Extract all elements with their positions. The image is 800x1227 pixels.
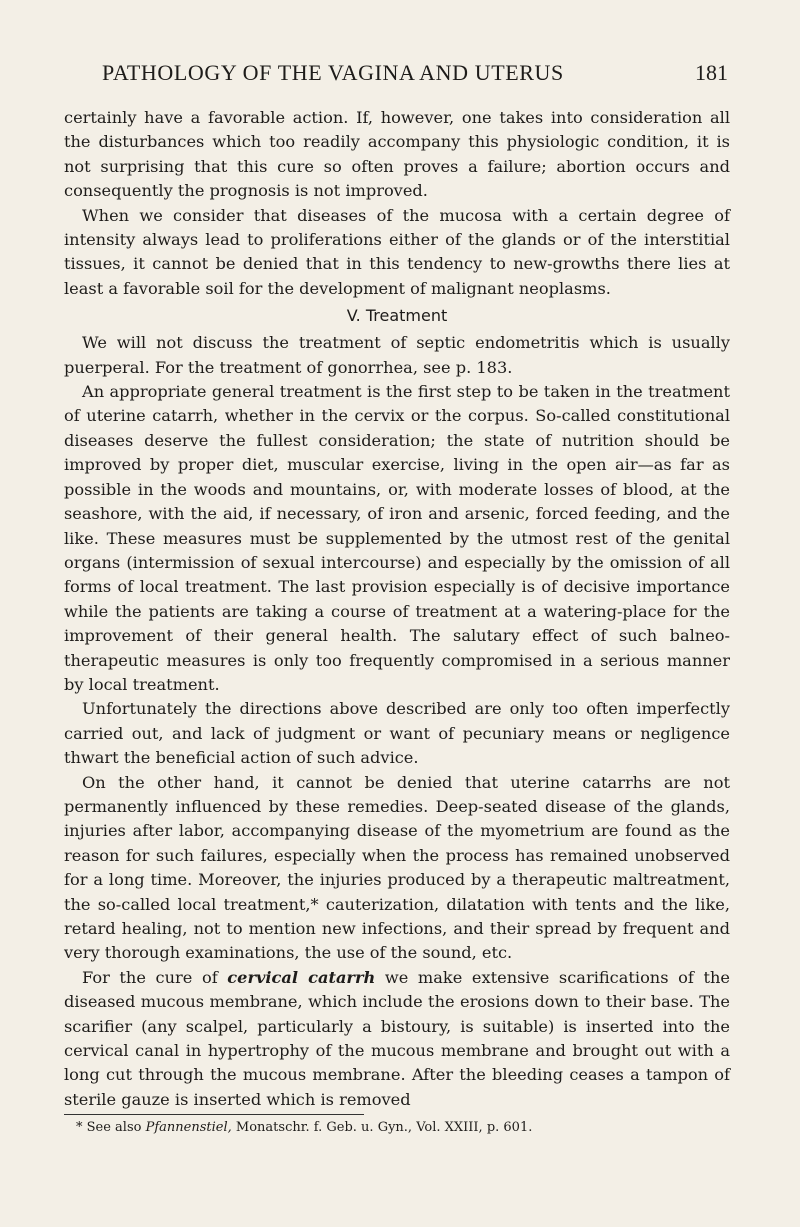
footnote-rule xyxy=(64,1114,364,1115)
paragraph-2: When we consider that diseases of the mucosa with a certain degree of intensity always lead to proliferations either of the glands or of the interstitial tissues, it cannot be denied that in this tendency to new-growths there lies at least a favorable soil for the development of malignant neoplasms. xyxy=(64,205,730,298)
footnote-marker: * See also xyxy=(76,1120,142,1136)
term-cervical-catarrh: cervical catarrh xyxy=(227,967,376,987)
page-number: 181 xyxy=(695,60,728,85)
body-text xyxy=(64,106,730,1112)
running-head xyxy=(64,48,730,88)
footnote-citation: Monatschr. f. Geb. u. Gyn., Vol. XXIII, p. 601. xyxy=(235,1120,533,1136)
paragraph-5: Unfortunately the directions above described are only too often imperfectly carried out, and lack of judgment or want of pecuniary means or negligence thwart the beneficial action of such advice. xyxy=(64,699,730,768)
paragraph-7-start: For the cure of xyxy=(82,967,218,987)
paragraph-3: We will not discuss the treatment of septic endometritis which is usually puerperal. For the treatment of gonorrhea, see p. 183. xyxy=(64,333,730,377)
paragraph-1: certainly have a favorable action. If, however, one takes into consideration all the disturbances which too readily accompany this physiologic condition, it is not surprising that this cure so often proves a failure; abortion occurs and consequently the prognosis is not improved. xyxy=(64,108,730,201)
paragraph-4: An appropriate general treatment is the first step to be taken in the treatment of uterine catarrh, whether in the cervix or the corpus. So-called constitutional diseases deserve the fullest consideration; the state of nutrition should be improved by proper diet, muscular exercise, living in the open air—as far as possible in the woods and mountains, or, with moderate losses of blood, at the seashore, with the aid, if necessary, of iron and arsenic, forced feeding, and the like. These measures must be supplemented by the utmost rest of the genital organs (intermission of sexual intercourse) and especially by the omission of all forms of local treatment. The last provision especially is of decisive importance while the patients are taking a course of treatment at a watering-place for the improvement of their general health. The salutary effect of such balneo-therapeutic measures is only too frequently compromised in a serious manner by local treatment. xyxy=(64,382,730,694)
paragraph-7-rest: we make extensive scarifications of the diseased mucous membrane, which include the erosions down to their base. The scarifier (any scalpel, particularly a bistoury, is suitable) is inserted into the cervical canal in hypertrophy of the mucous membrane and brought out with a long cut through the mucous membrane. After the bleeding ceases a tampon of sterile gauze is inserted which is removed xyxy=(64,967,730,1109)
paragraph-6: On the other hand, it cannot be denied that uterine catarrhs are not permanently influenced by these remedies. Deep-seated disease of the glands, injuries after labor, accompanying disease of the myometrium are found as the reason for such failures, especially when the process has remained unobserved for a long time. Moreover, the injuries produced by a therapeutic maltreatment, the so-called local treatment,* cauterization, dilatation with tents and the like, retard healing, not to mention new infections, and their spread by frequent and very thorough examinations, the use of the sound, etc. xyxy=(64,772,730,963)
running-title: PATHOLOGY OF THE VAGINA AND UTERUS xyxy=(102,60,564,85)
section-heading: V. Treatment xyxy=(346,306,448,326)
footnote xyxy=(64,1119,730,1137)
paragraph-7 xyxy=(64,966,730,1112)
footnote-author: Pfannenstiel, xyxy=(145,1120,232,1136)
